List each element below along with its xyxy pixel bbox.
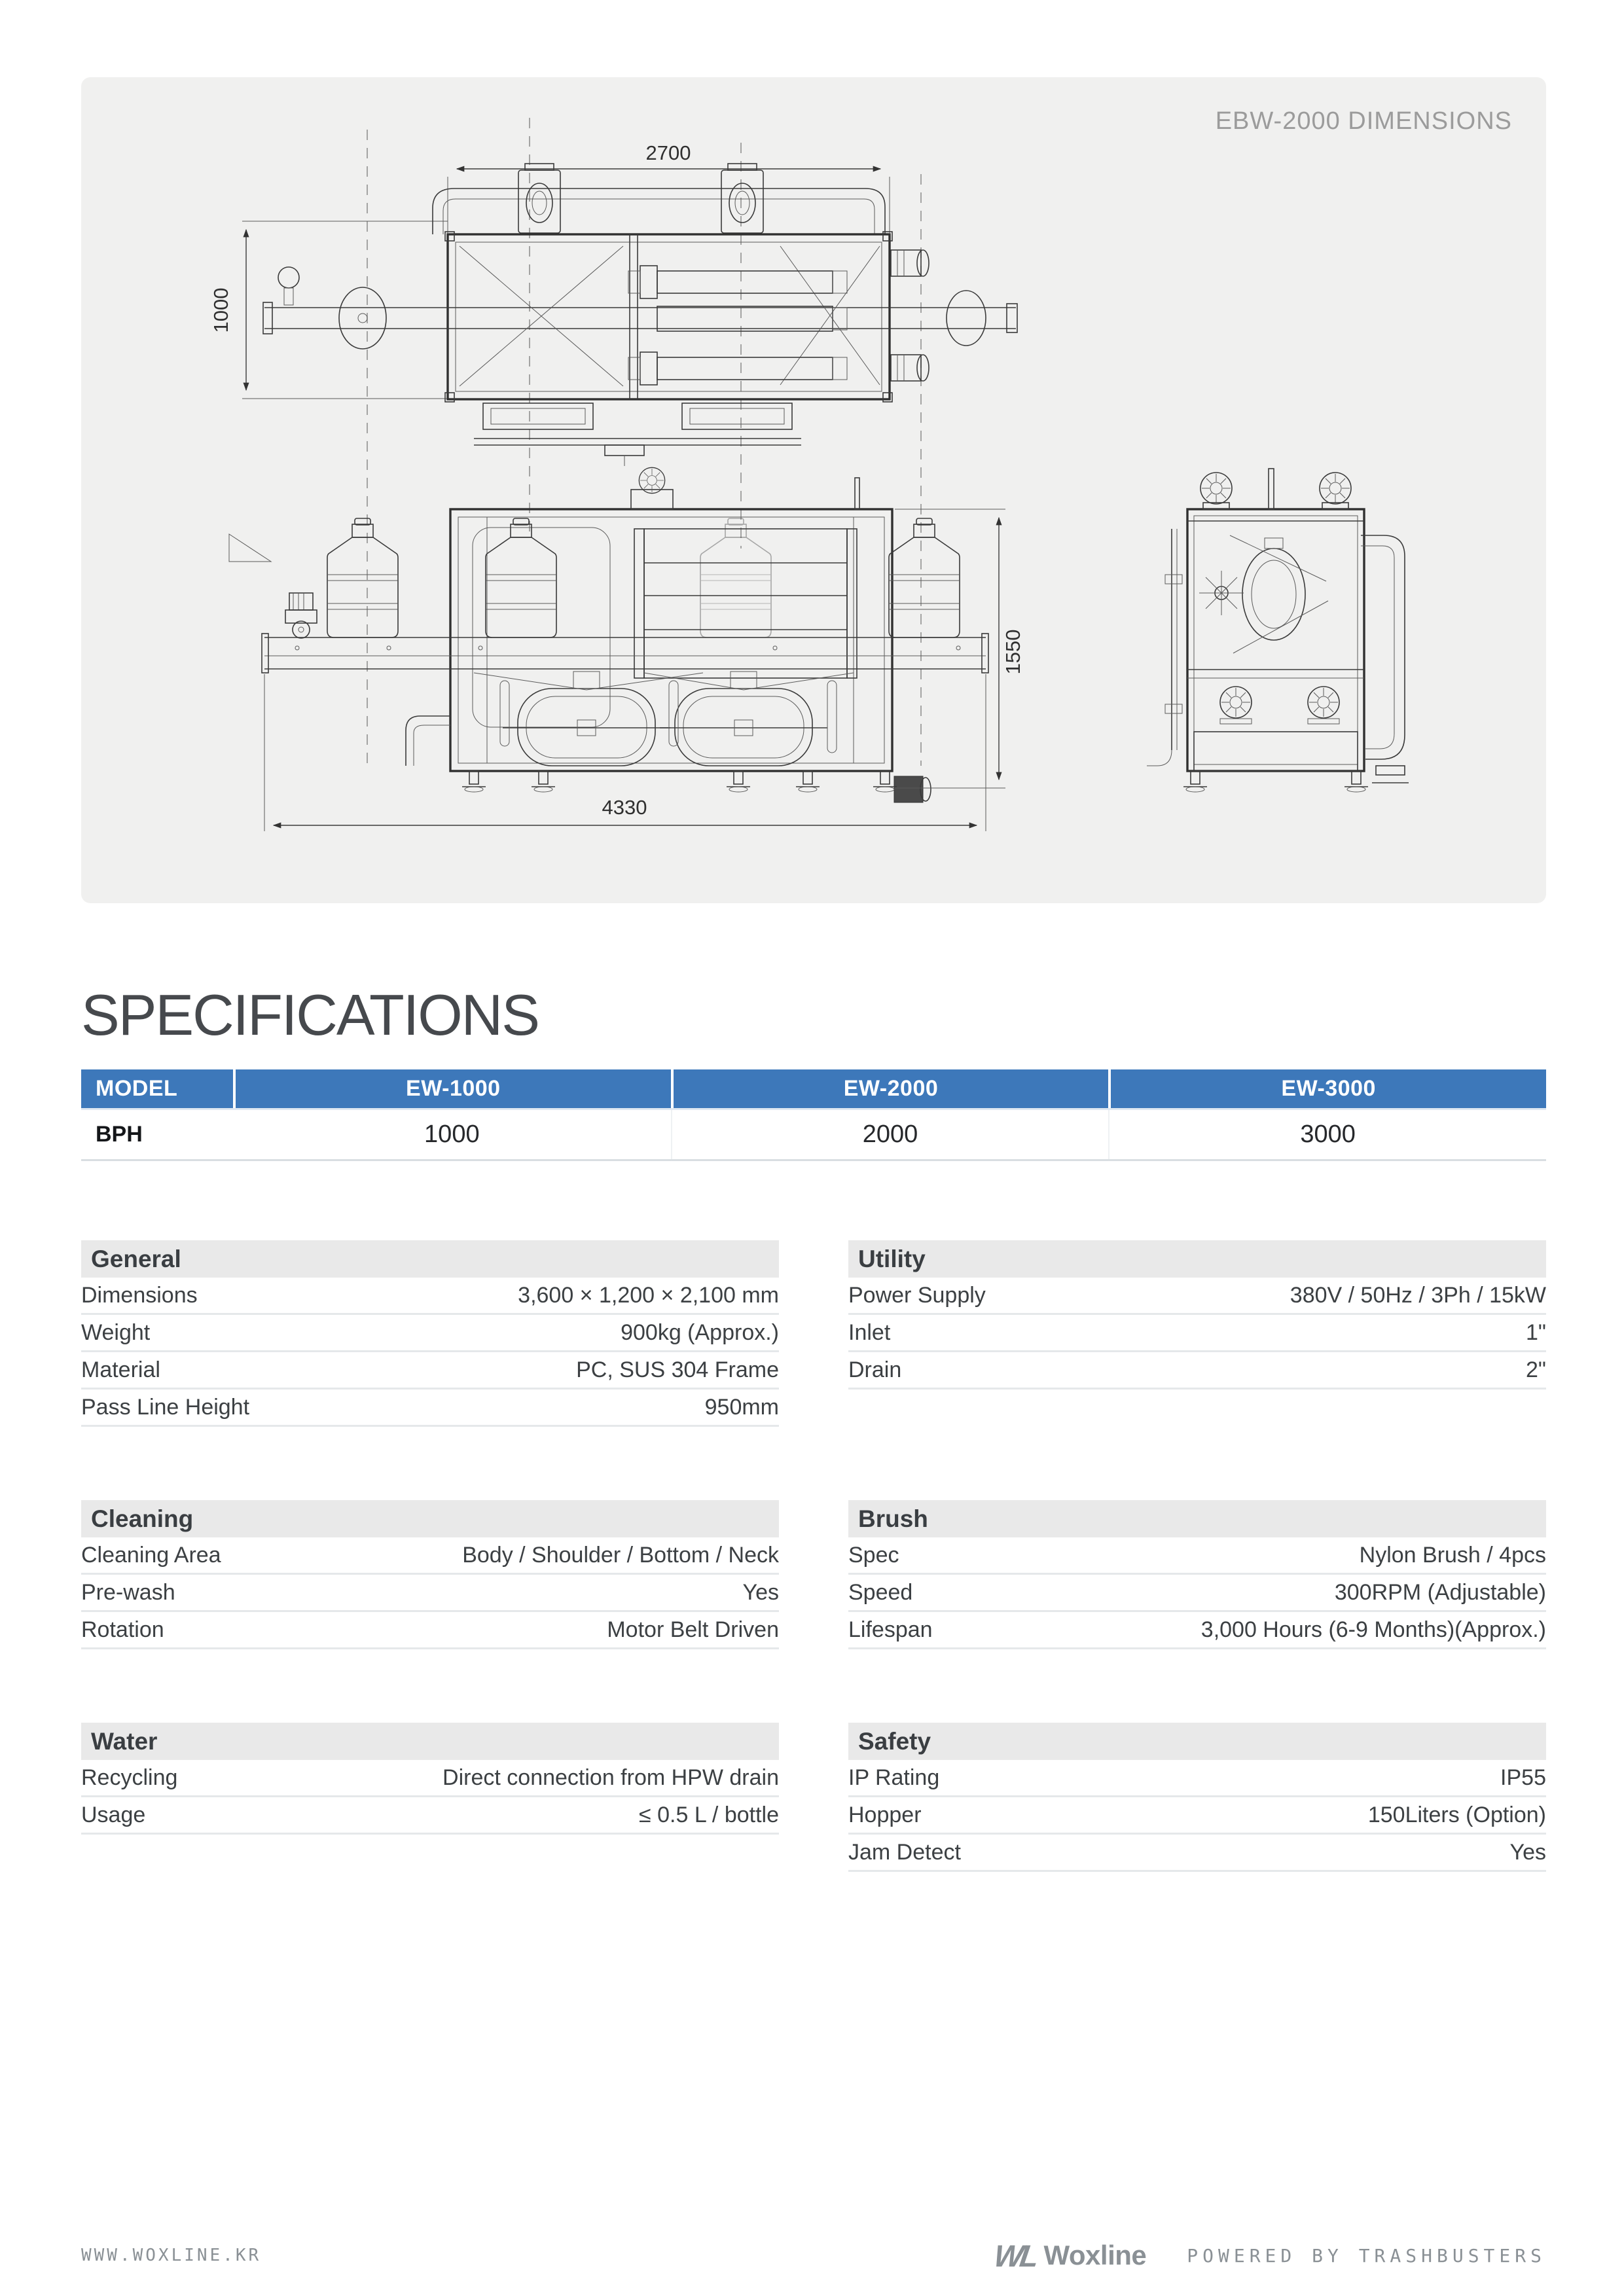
spec-value: 900kg (Approx.) bbox=[621, 1319, 779, 1345]
model-table bbox=[81, 1069, 1546, 1161]
spec-label: Inlet bbox=[848, 1319, 891, 1345]
spec-row bbox=[848, 1760, 1546, 1797]
dim-label-total-length: 4330 bbox=[602, 796, 647, 819]
dim-label-top-width: 2700 bbox=[645, 141, 691, 164]
spec-row bbox=[81, 1797, 779, 1835]
dimensions-drawing-panel bbox=[81, 77, 1546, 903]
spec-label: Hopper bbox=[848, 1802, 922, 1827]
spec-value: 3,000 Hours (6-9 Months)(Approx.) bbox=[1200, 1617, 1546, 1642]
spec-label: Material bbox=[81, 1357, 160, 1382]
spec-row bbox=[848, 1278, 1546, 1315]
spec-row bbox=[848, 1537, 1546, 1575]
spec-label: Rotation bbox=[81, 1617, 164, 1642]
spec-value: Yes bbox=[742, 1579, 779, 1605]
side-view bbox=[1147, 469, 1409, 792]
spec-section-title: Cleaning bbox=[81, 1500, 779, 1537]
page-title: SPECIFICATIONS bbox=[81, 982, 539, 1047]
spec-row bbox=[81, 1315, 779, 1352]
spec-label: Usage bbox=[81, 1802, 146, 1827]
spec-section-brush bbox=[848, 1500, 1546, 1649]
spec-label: Pre-wash bbox=[81, 1579, 175, 1605]
plan-view bbox=[209, 141, 1017, 466]
spec-label: Spec bbox=[848, 1542, 899, 1568]
spec-value: 150Liters (Option) bbox=[1367, 1802, 1546, 1827]
model-table-cell: 3000 bbox=[1108, 1110, 1546, 1159]
spec-value: 950mm bbox=[704, 1394, 779, 1420]
spec-value: 380V / 50Hz / 3Ph / 15kW bbox=[1290, 1282, 1546, 1308]
spec-section-title: Water bbox=[81, 1723, 779, 1760]
dim-label-left-height: 1000 bbox=[209, 287, 232, 333]
spec-value: PC, SUS 304 Frame bbox=[576, 1357, 779, 1382]
spec-label: Power Supply bbox=[848, 1282, 986, 1308]
model-table-cell: 1000 bbox=[424, 1121, 480, 1148]
spec-row bbox=[81, 1575, 779, 1612]
spec-label: Pass Line Height bbox=[81, 1394, 250, 1420]
spec-section-general bbox=[81, 1240, 779, 1427]
spec-section-safety bbox=[848, 1723, 1546, 1872]
model-table-header-cell: MODEL bbox=[81, 1069, 233, 1108]
spec-sections bbox=[81, 1240, 1546, 1872]
brand-name: Woxline bbox=[1043, 2240, 1147, 2270]
model-table-header bbox=[81, 1069, 1546, 1110]
spec-row bbox=[81, 1537, 779, 1575]
powered-by-text: POWERED BY TRASHBUSTERS bbox=[1187, 2244, 1546, 2267]
spec-value: 300RPM (Adjustable) bbox=[1334, 1579, 1546, 1605]
spec-section-water bbox=[81, 1723, 779, 1835]
spec-value: 2" bbox=[1526, 1357, 1546, 1382]
spec-row bbox=[848, 1835, 1546, 1872]
model-table-header-cell: EW-1000 bbox=[236, 1069, 671, 1108]
spec-label: Speed bbox=[848, 1579, 913, 1605]
machine-technical-drawing bbox=[81, 77, 1546, 903]
spec-row bbox=[848, 1612, 1546, 1649]
spec-label: Drain bbox=[848, 1357, 902, 1382]
spec-row bbox=[848, 1352, 1546, 1390]
spec-label: Jam Detect bbox=[848, 1839, 961, 1865]
spec-value: Body / Shoulder / Bottom / Neck bbox=[462, 1542, 779, 1568]
spec-row bbox=[81, 1612, 779, 1649]
model-table-header-cell: EW-2000 bbox=[674, 1069, 1109, 1108]
spec-label: Dimensions bbox=[81, 1282, 198, 1308]
spec-row bbox=[848, 1575, 1546, 1612]
spec-value: 1" bbox=[1526, 1319, 1546, 1345]
spec-label: Recycling bbox=[81, 1765, 178, 1790]
spec-section-cleaning bbox=[81, 1500, 779, 1649]
spec-value: Direct connection from HPW drain bbox=[442, 1765, 779, 1790]
spec-label: Weight bbox=[81, 1319, 151, 1345]
website-url: WWW.WOXLINE.KR bbox=[81, 2246, 262, 2265]
model-table-cell: 2000 bbox=[671, 1110, 1109, 1159]
spec-row bbox=[848, 1797, 1546, 1835]
spec-label: IP Rating bbox=[848, 1765, 940, 1790]
model-table-row-label: BPH bbox=[96, 1122, 143, 1147]
spec-label: Lifespan bbox=[848, 1617, 933, 1642]
model-table-header-cell: EW-3000 bbox=[1111, 1069, 1546, 1108]
brand-cluster bbox=[994, 2240, 1546, 2271]
woxline-logo-icon: WL bbox=[992, 2238, 1039, 2273]
front-view bbox=[229, 467, 1024, 831]
model-table-row bbox=[81, 1110, 1546, 1161]
spec-value: Motor Belt Driven bbox=[607, 1617, 779, 1642]
spec-row bbox=[81, 1760, 779, 1797]
dim-label-side-height: 1550 bbox=[1001, 629, 1024, 675]
spec-row bbox=[848, 1315, 1546, 1352]
spec-value: Yes bbox=[1509, 1839, 1546, 1865]
spec-value: IP55 bbox=[1500, 1765, 1546, 1790]
spec-value: 3,600 × 1,200 × 2,100 mm bbox=[518, 1282, 779, 1308]
spec-section-title: Safety bbox=[848, 1723, 1546, 1760]
spec-section-title: General bbox=[81, 1240, 779, 1278]
spec-section-title: Utility bbox=[848, 1240, 1546, 1278]
spec-section-utility bbox=[848, 1240, 1546, 1390]
spec-value: Nylon Brush / 4pcs bbox=[1359, 1542, 1546, 1568]
spec-row bbox=[81, 1278, 779, 1315]
drawing-title: EBW-2000 DIMENSIONS bbox=[1215, 107, 1512, 135]
spec-label: Cleaning Area bbox=[81, 1542, 221, 1568]
spec-value: ≤ 0.5 L / bottle bbox=[639, 1802, 779, 1827]
page-footer bbox=[81, 2240, 1546, 2271]
spec-row bbox=[81, 1352, 779, 1390]
spec-row bbox=[81, 1390, 779, 1427]
spec-section-title: Brush bbox=[848, 1500, 1546, 1537]
